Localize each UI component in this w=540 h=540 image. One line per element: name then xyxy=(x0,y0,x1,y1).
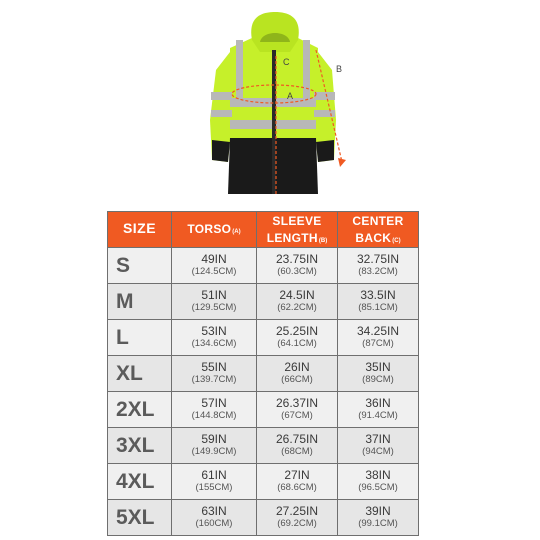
cm-value: (124.5CM) xyxy=(191,265,237,277)
sleeve-length-cell xyxy=(257,392,338,428)
inch-value: 55IN xyxy=(201,360,227,375)
inch-value: 27IN xyxy=(284,468,310,483)
inch-value: 39IN xyxy=(365,504,391,519)
cm-value: (67CM) xyxy=(281,409,313,421)
size-label: XL xyxy=(108,356,172,392)
inch-value: 25.25IN xyxy=(275,324,319,339)
center-back-cell xyxy=(338,464,419,500)
torso-cell xyxy=(172,356,257,392)
cm-value: (64.1CM) xyxy=(277,337,317,349)
cm-value: (89CM) xyxy=(362,373,394,385)
cm-value: (139.7CM) xyxy=(191,373,237,385)
torso-cell xyxy=(172,428,257,464)
sleeve-length-cell xyxy=(257,248,338,284)
cm-value: (134.6CM) xyxy=(191,337,237,349)
center-back-cell xyxy=(338,500,419,536)
table-row xyxy=(108,356,419,392)
inch-value: 37IN xyxy=(365,432,391,447)
jacket-diagram xyxy=(190,10,360,202)
cm-value: (160CM) xyxy=(195,517,233,529)
cm-value: (144.8CM) xyxy=(191,409,237,421)
size-label: 5XL xyxy=(108,500,172,536)
marker-a: A xyxy=(287,91,294,101)
cm-value: (155CM) xyxy=(195,481,233,493)
torso-cell xyxy=(172,500,257,536)
header-center-back xyxy=(338,212,419,248)
inch-value: 32.75IN xyxy=(356,252,400,267)
torso-cell xyxy=(172,392,257,428)
cm-value: (85.1CM) xyxy=(358,301,398,313)
size-chart-table xyxy=(107,211,419,536)
torso-cell xyxy=(172,248,257,284)
cm-value: (149.9CM) xyxy=(191,445,237,457)
cm-value: (60.3CM) xyxy=(277,265,317,277)
header-back-label: CENTER BACK xyxy=(352,213,404,245)
inch-value: 26.75IN xyxy=(275,432,319,447)
size-label: 2XL xyxy=(108,392,172,428)
header-torso xyxy=(172,212,257,248)
inch-value: 38IN xyxy=(365,468,391,483)
inch-value: 59IN xyxy=(201,432,227,447)
inch-value: 63IN xyxy=(201,504,227,519)
cm-value: (91.4CM) xyxy=(358,409,398,421)
header-back-marker: (C) xyxy=(392,237,401,244)
cm-value: (87CM) xyxy=(362,337,394,349)
cm-value: (96.5CM) xyxy=(358,481,398,493)
cm-value: (99.1CM) xyxy=(358,517,398,529)
header-sleeve-label: SLEEVE LENGTH xyxy=(266,213,322,245)
sleeve-length-cell xyxy=(257,320,338,356)
inch-value: 34.25IN xyxy=(356,324,400,339)
table-row xyxy=(108,392,419,428)
table-row xyxy=(108,320,419,356)
cm-value: (94CM) xyxy=(362,445,394,457)
inch-value: 49IN xyxy=(201,252,227,267)
cm-value: (83.2CM) xyxy=(358,265,398,277)
center-back-cell xyxy=(338,392,419,428)
header-torso-label: TORSO xyxy=(187,222,232,237)
center-back-cell xyxy=(338,356,419,392)
cm-value: (62.2CM) xyxy=(277,301,317,313)
cm-value: (129.5CM) xyxy=(191,301,237,313)
sleeve-length-cell xyxy=(257,356,338,392)
size-label: 3XL xyxy=(108,428,172,464)
size-label: M xyxy=(108,284,172,320)
inch-value: 51IN xyxy=(201,288,227,303)
center-back-cell xyxy=(338,320,419,356)
inch-value: 24.5IN xyxy=(279,288,315,303)
table-row xyxy=(108,464,419,500)
center-back-cell xyxy=(338,428,419,464)
inch-value: 26.37IN xyxy=(275,396,319,411)
inch-value: 27.25IN xyxy=(275,504,319,519)
inch-value: 33.5IN xyxy=(360,288,396,303)
header-size xyxy=(108,212,172,248)
center-back-cell xyxy=(338,248,419,284)
inch-value: 61IN xyxy=(201,468,227,483)
torso-cell xyxy=(172,320,257,356)
inch-value: 36IN xyxy=(365,396,391,411)
sleeve-length-cell xyxy=(257,428,338,464)
marker-c: C xyxy=(283,57,290,67)
header-sleeve-length xyxy=(257,212,338,248)
table-row xyxy=(108,284,419,320)
center-back-cell xyxy=(338,284,419,320)
inch-value: 35IN xyxy=(365,360,391,375)
torso-cell xyxy=(172,284,257,320)
size-label: L xyxy=(108,320,172,356)
header-torso-marker: (A) xyxy=(232,229,241,236)
inch-value: 57IN xyxy=(201,396,227,411)
size-chart-header-row xyxy=(108,212,419,248)
cm-value: (66CM) xyxy=(281,373,313,385)
jacket-illustration xyxy=(190,10,360,202)
sleeve-length-cell xyxy=(257,500,338,536)
table-row xyxy=(108,500,419,536)
header-size-label: SIZE xyxy=(122,220,157,237)
jacket-hood xyxy=(251,12,299,52)
marker-b: B xyxy=(336,64,343,74)
cm-value: (68CM) xyxy=(281,445,313,457)
cm-value: (69.2CM) xyxy=(277,517,317,529)
table-row xyxy=(108,428,419,464)
sleeve-length-cell xyxy=(257,284,338,320)
size-label: S xyxy=(108,248,172,284)
torso-cell xyxy=(172,464,257,500)
cm-value: (68.6CM) xyxy=(277,481,317,493)
table-row xyxy=(108,248,419,284)
inch-value: 53IN xyxy=(201,324,227,339)
sleeve-length-cell xyxy=(257,464,338,500)
inch-value: 23.75IN xyxy=(275,252,319,267)
inch-value: 26IN xyxy=(284,360,310,375)
header-sleeve-marker: (B) xyxy=(318,237,328,244)
size-label: 4XL xyxy=(108,464,172,500)
